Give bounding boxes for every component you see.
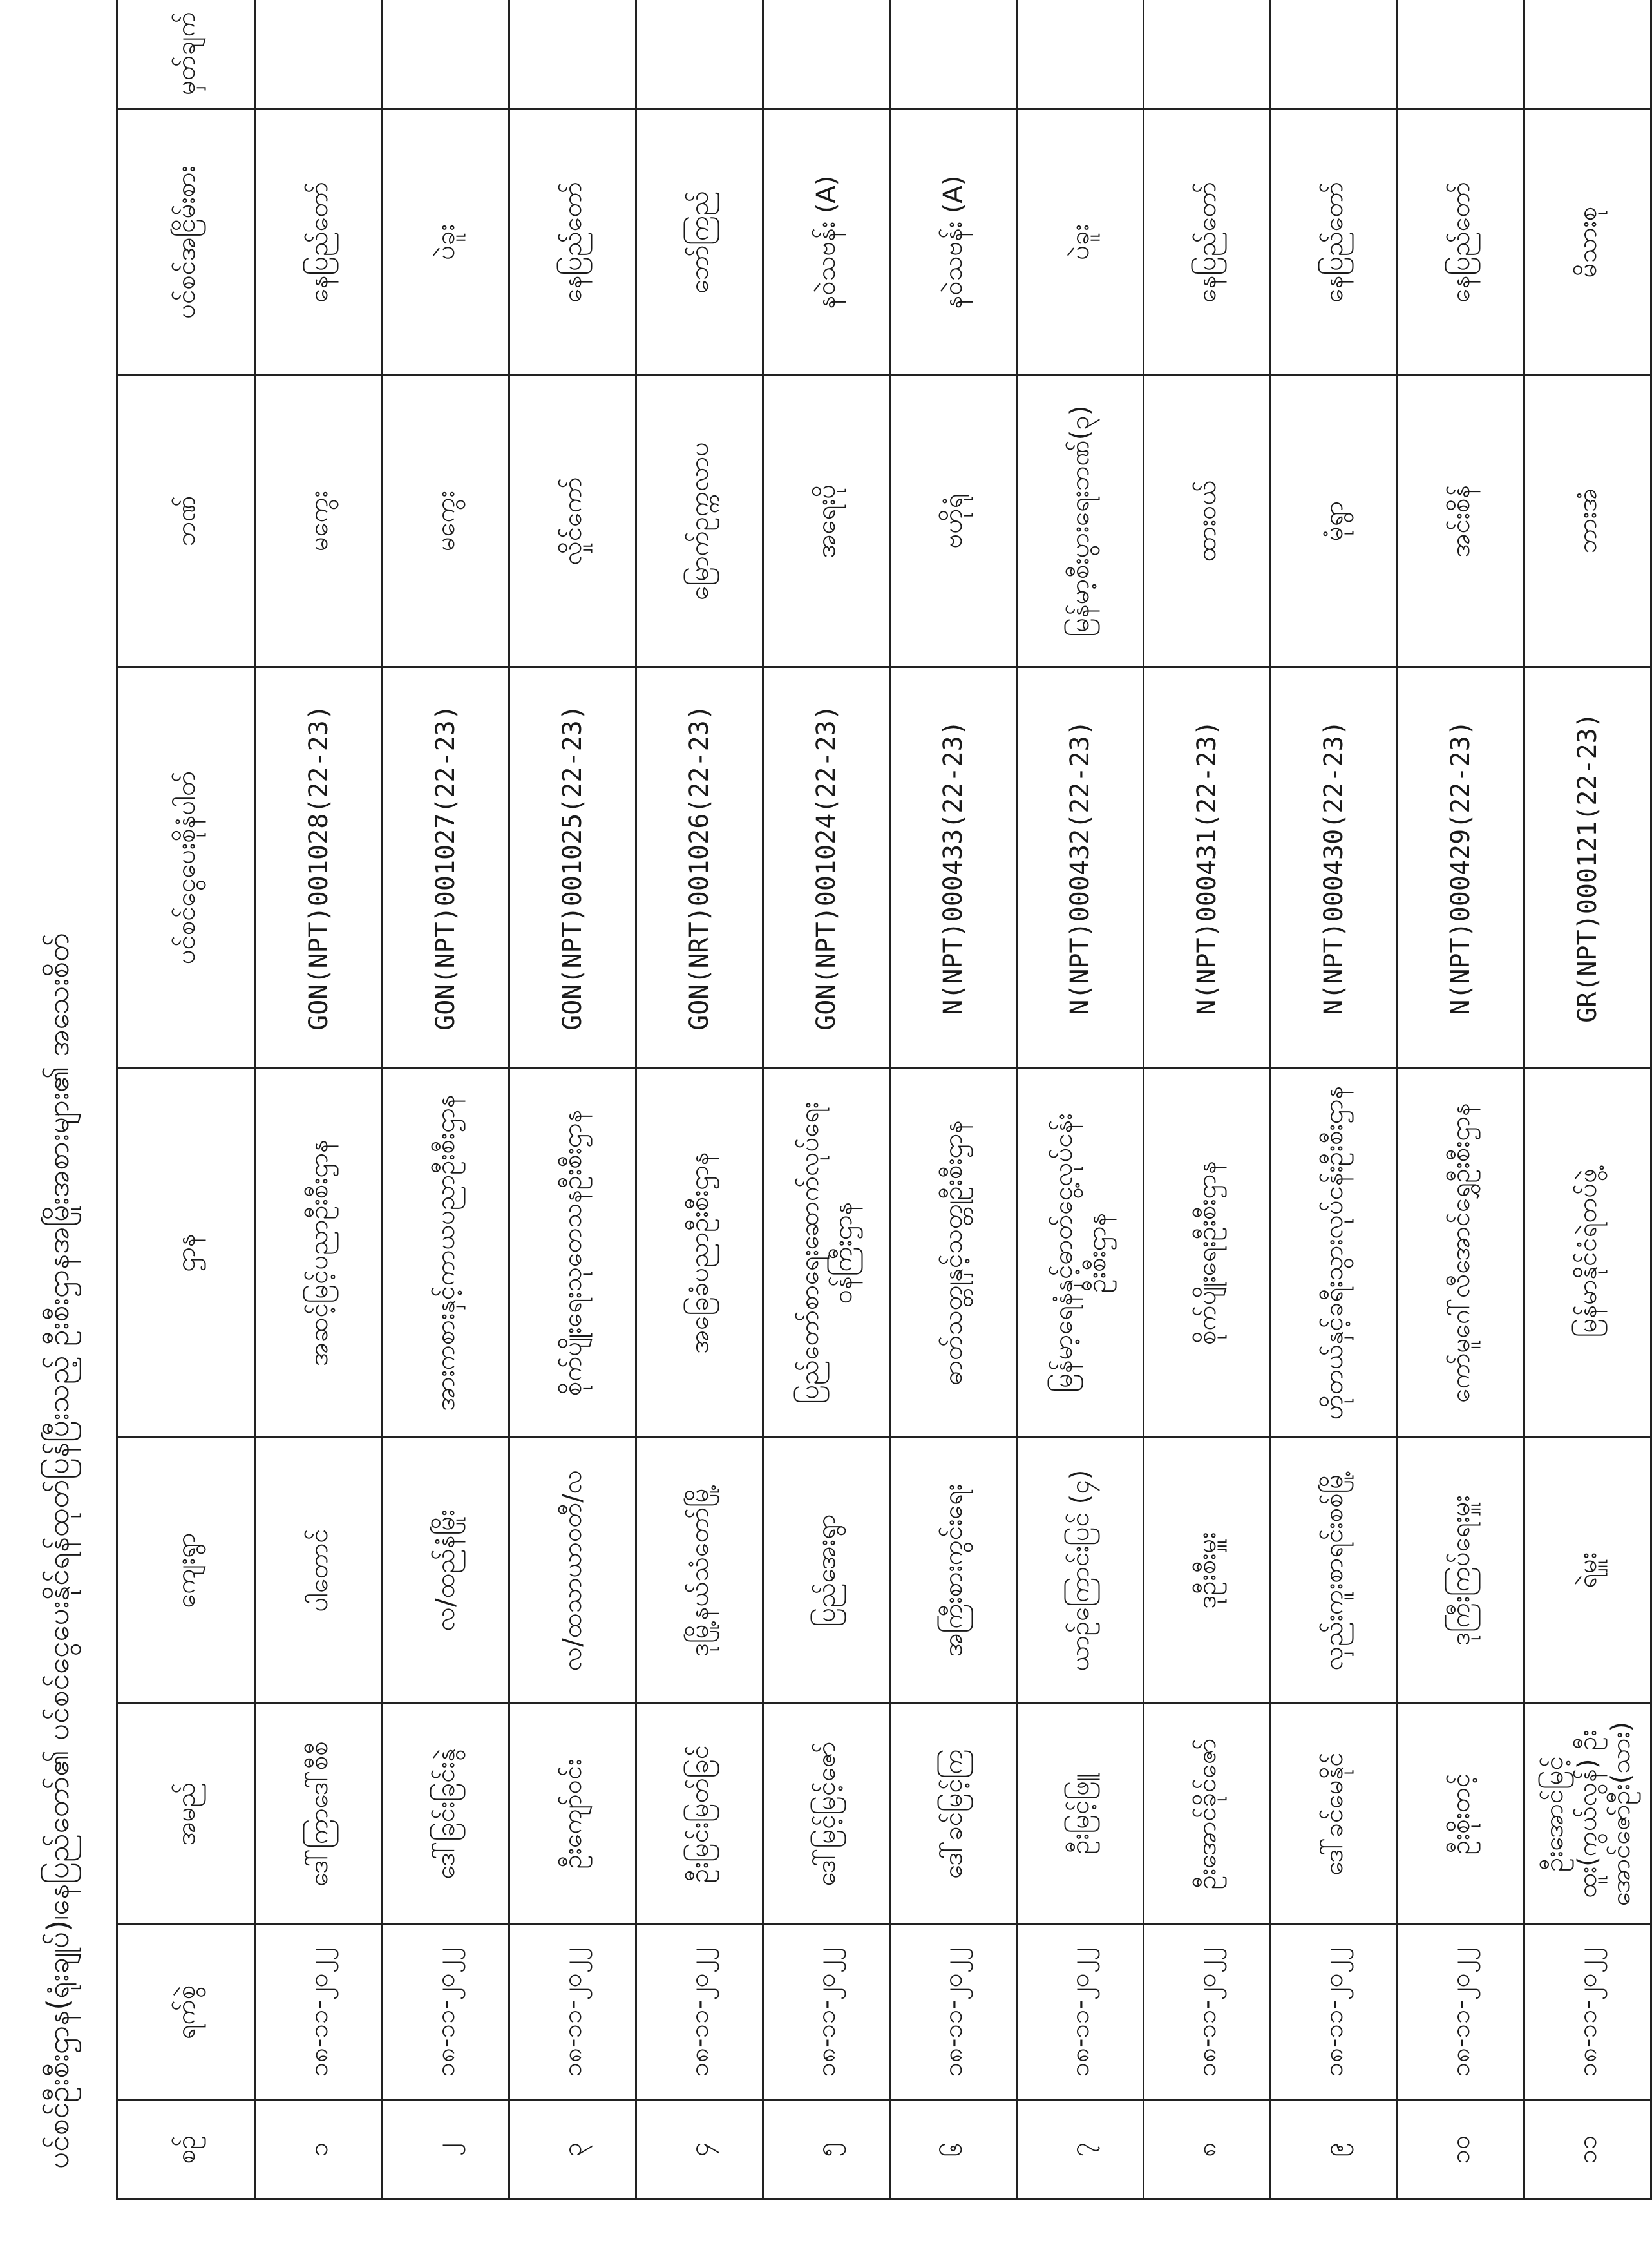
cell-pension-type: ဘော်ကြည် [636, 110, 763, 376]
cell-department: စိုက်ပျိုးရေးသုတေသနဦးစီးဌာန [509, 1069, 636, 1438]
cell-name: ဒေါ်ခင်မြင့်ကြ [890, 1704, 1017, 1925]
table-row [509, 0, 636, 2199]
cell-license: N(NPT)000429(22-23) [1398, 667, 1524, 1069]
header-remark: မှတ်ချက် [117, 0, 256, 110]
header-row [117, 0, 256, 2199]
cell-pension-type: ပဲခူး [383, 110, 509, 376]
cell-remark [383, 0, 509, 110]
cell-license: N(NPT)000433(22-23) [890, 667, 1017, 1069]
cell-village: ဒုမြို့နယ်သံတော်မြို့ [636, 1438, 763, 1704]
cell-bank: ထားဝယ် [1144, 376, 1271, 667]
cell-license: GON(NPT)001027(22-23) [383, 667, 509, 1069]
header-no: စဉ် [117, 2101, 256, 2199]
cell-department: ပြည်တော်စာရေးဆောက်လုပ်ရေးဝန်ကြီးဌာန [763, 1069, 890, 1438]
cell-remark [509, 0, 636, 110]
cell-name: ဦးကျော်ဝင်း [509, 1704, 636, 1925]
cell-date: ၁၈-၁၁-၂၀၂၂ [636, 1925, 763, 2101]
cell-license: GON(NPT)001028(22-23) [256, 667, 383, 1069]
cell-remark [256, 0, 383, 110]
cell-pension-type: နေပြည်တော် [256, 110, 383, 376]
cell-date: ၁၈-၁၁-၂၀၂၂ [1271, 1925, 1398, 2101]
cell-department: မြန်မာနိုင်ငံရဲတပ်ဖွဲ့ [1524, 1069, 1651, 1438]
cell-village: ပါတောင် [256, 1438, 383, 1704]
cell-bank: အရေးပို [763, 376, 890, 667]
cell-bank: ဘားအံ [1524, 376, 1651, 667]
table-body [256, 0, 1651, 2199]
cell-remark [636, 0, 763, 110]
cell-bank: မြန်မာ့စီးပွားရေးဘဏ်(၃) [1017, 376, 1144, 667]
cell-pension-type: ပဲခူး [1017, 110, 1144, 376]
cell-pension-type: နေပြည်တော် [509, 110, 636, 376]
cell-pension-type: နဝဲသဗန်း (A) [890, 110, 1017, 376]
cell-no: ၈ [1144, 2101, 1271, 2199]
cell-no: ၄ [636, 2101, 763, 2199]
header-village: ကျေးရွာ [117, 1438, 256, 1704]
cell-date: ၁၈-၁၁-၂၀၂၂ [1017, 1925, 1144, 2101]
header-pension-type: ပင်စင်အငြိမ်းစား [117, 110, 256, 376]
cell-department: စိုက်ပျိုးရေးဦးစီးဌာန [1144, 1069, 1271, 1438]
table-row [383, 0, 509, 2199]
table-row [1524, 0, 1651, 2199]
cell-no: ၁၀ [1398, 2101, 1524, 2199]
cell-remark [1017, 0, 1144, 110]
cell-department: အခြေခံပညာဦးစီးဌာန [636, 1069, 763, 1438]
cell-bank: မုံရွာ [1271, 376, 1398, 667]
cell-date: ၁၈-၁၁-၂၀၂၂ [763, 1925, 890, 2101]
cell-remark [763, 0, 890, 110]
cell-department: မြန်မာ့ရေနံနှင့်ဓာတ်ငွေ့လုပ်ငန်း ဦးစီးဌာန [1017, 1069, 1144, 1438]
table-row [1271, 0, 1398, 2199]
cell-department: ကော်မူဂေါ်လီအောင်ရွှေဦးစီးဌာန [1398, 1069, 1524, 1438]
table-row [1017, 0, 1144, 2199]
cell-department: အဆင့်မြင့်ပညာဦးစီးဌာန [256, 1069, 383, 1438]
cell-name: ဦးအောင်ခိုင်ဇော် [1144, 1704, 1271, 1925]
cell-remark [1271, 0, 1398, 110]
cell-pension-type: မိသားစု [1524, 110, 1651, 376]
cell-pension-type: နေပြည်တော် [1398, 110, 1524, 376]
cell-village: လှည်းကူးစာရင်းစစ်မြို့ [1271, 1438, 1398, 1704]
cell-pension-type: နေပြည်တော် [1144, 110, 1271, 376]
cell-name: ဦးမြင်းမြတ်ခြင် [636, 1704, 763, 1925]
cell-date: ၁၈-၁၁-၂၀၂၂ [509, 1925, 636, 2101]
cell-department: ဟိုတယ်နှင့်ခရီးသွားလုပ်ငန်းဦးစီးဌာန [1271, 1069, 1398, 1438]
cell-remark [1144, 0, 1271, 110]
cell-village: ပြည်အေးရွာ [763, 1438, 890, 1704]
cell-bank: ဗဟိုရုံ [890, 376, 1017, 667]
document-title: ပင်စင်ဦးစီးဌာန(ရုံးချုပ်)၊နေပြည်တော်၏ ပင်စင်ငွေပေးနိုင်ရန်ထုတ်ပြန်ပြီးသည့် ဦးစီးဌာနအမြိုးအစားများ၏ အသေးစိတ် [41, 933, 75, 2169]
cell-name: ဦးမြင့်ဖြူ [1017, 1704, 1144, 1925]
table-row [890, 0, 1017, 2199]
cell-village: ရဲမှူး [1524, 1438, 1651, 1704]
cell-village: လ/ထည်နံမြိုး [383, 1438, 509, 1704]
cell-date: ၁၈-၁၁-၂၀၂၂ [1144, 1925, 1271, 2101]
cell-no: ၅ [763, 2101, 890, 2199]
cell-no: ၃ [509, 2101, 636, 2199]
cell-name: ဒေါ်ခင်မေနိုင် [1271, 1704, 1398, 1925]
cell-license: N(NPT)000432(22-23) [1017, 667, 1144, 1069]
cell-remark [1524, 0, 1651, 110]
pension-table [116, 0, 1652, 2200]
cell-department: ဓာတ်သတ္တုနှင့်သတ္တုဦးစီးဌာန [890, 1069, 1017, 1438]
cell-bank: လှိုင်ကော် [509, 376, 636, 667]
cell-license: GON(NPT)001024(22-23) [763, 667, 890, 1069]
cell-date: ၁၈-၁၁-၂၀၂၂ [1524, 1925, 1651, 2101]
header-name: အမည် [117, 1704, 256, 1925]
cell-department: အားကစားနှင့်ကာယပညာဦးစီးဌာန [383, 1069, 509, 1438]
cell-date: ၁၈-၁၁-၂၀၂၂ [256, 1925, 383, 2101]
cell-village: အကြီးစားကွင်းရေး [890, 1438, 1017, 1704]
cell-license: GON(NPT)001025(22-23) [509, 667, 636, 1069]
table-row [256, 0, 383, 2199]
cell-date: ၁၈-၁၁-၂၀၂၂ [383, 1925, 509, 2101]
cell-license: N(NPT)000431(22-23) [1144, 667, 1271, 1069]
cell-name: ဦးအောင်မြင့်ထူး(ကွယ်လွန်) ဦးအောင်ဇော်ဦး(သား) [1524, 1704, 1651, 1925]
cell-village: လ/ထသာယာဝတီ/လ [509, 1438, 636, 1704]
cell-license: N(NPT)000430(22-23) [1271, 667, 1398, 1069]
cell-name: ဦးစိုးတင့် [1398, 1704, 1524, 1925]
cell-no: ၂ [383, 2101, 509, 2199]
table-row [636, 0, 763, 2199]
cell-no: ၆ [890, 2101, 1017, 2199]
header-license: ပင်စင်ငွေပေးစိုနံပါတ် [117, 667, 256, 1069]
table-row [1398, 0, 1524, 2199]
table-row [1144, 0, 1271, 2199]
cell-license: GON(NRT)001026(22-23) [636, 667, 763, 1069]
cell-pension-type: နဝဲသဗန်း (A) [763, 110, 890, 376]
cell-license: GR(NPT)000121(22-23) [1524, 667, 1651, 1069]
cell-bank: မကွေး [256, 376, 383, 667]
cell-name: ဒေါ်ခြင်းခြင်းနွဲ [383, 1704, 509, 1925]
cell-date: ၁၈-၁၁-၂၀၂၂ [890, 1925, 1017, 2101]
cell-bank: အင်းစိန် [1398, 376, 1524, 667]
cell-name: ဒေါ်မြင့်မြင့်ဇော် [763, 1704, 890, 1925]
cell-no: ၉ [1271, 2101, 1398, 2199]
cell-village: ဒုကြီးကြပ်ရေးမှူး [1398, 1438, 1524, 1704]
cell-remark [1398, 0, 1524, 110]
cell-no: ၇ [1017, 2101, 1144, 2199]
cell-village: ယာဉ်ကြောင်းပြင် (၄) [1017, 1438, 1144, 1704]
table-row [763, 0, 890, 2199]
cell-no: ၁၁ [1524, 2101, 1651, 2199]
cell-date: ၁၈-၁၁-၂၀၂၂ [1398, 1925, 1524, 2101]
header-bank: ဘဏ် [117, 376, 256, 667]
header-department: ဌာန [117, 1069, 256, 1438]
header-date: ရက်စွဲ [117, 1925, 256, 2101]
cell-bank: မြောက်ဥက္ကလာပ [636, 376, 763, 667]
cell-village: ဒုဦးစီးမှူး [1144, 1438, 1271, 1704]
cell-remark [890, 0, 1017, 110]
cell-no: ၁ [256, 2101, 383, 2199]
table-header [117, 0, 256, 2199]
cell-name: ဒေါ်ကြာဒေါ်စီစီ [256, 1704, 383, 1925]
cell-pension-type: နေပြည်တော် [1271, 110, 1398, 376]
cell-bank: မကွေး [383, 376, 509, 667]
